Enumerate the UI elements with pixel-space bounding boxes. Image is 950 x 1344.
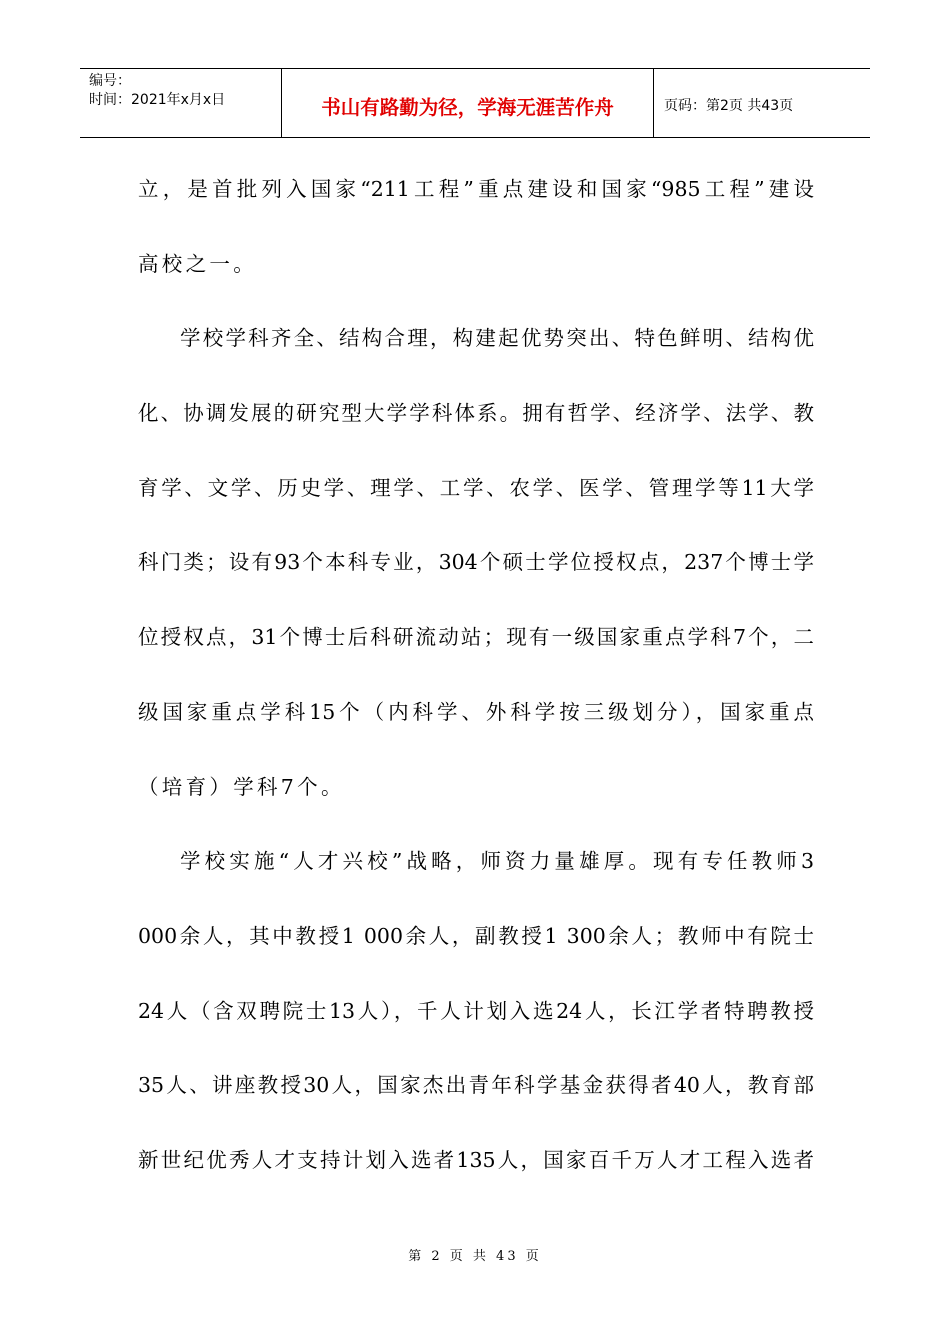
- document-number-label: 编号：: [89, 73, 131, 89]
- body-line: 位授权点，31个博士后科研流动站；现有一级国家重点学科7个，二: [138, 625, 814, 650]
- header-page-info: 页码：第2页 共43页: [664, 98, 794, 114]
- body-line: 科门类；设有93个本科专业，304个硕士学位授权点，237个博士学: [138, 550, 814, 575]
- body-line: 化、协调发展的研究型大学学科体系。拥有哲学、经济学、法学、教: [138, 401, 814, 426]
- body-line: 学校实施“人才兴校”战略，师资力量雄厚。现有专任教师3: [180, 849, 814, 874]
- body-line: 立，是首批列入国家“211工程”重点建设和国家“985工程”建设: [138, 177, 814, 201]
- header-motto: 书山有路勤为径，学海无涯苦作舟: [282, 69, 654, 137]
- document-time-label: 时间：2021年x月x日: [89, 92, 226, 108]
- document-body: [138, 152, 814, 1198]
- body-line: 35人、讲座教授30人，国家杰出青年科学基金获得者40人，教育部: [138, 1073, 814, 1098]
- body-line: 级国家重点学科15个（内科学、外科学按三级划分），国家重点: [138, 699, 814, 724]
- body-line: 000余人，其中教授1 000余人，副教授1 300余人；教师中有院士: [138, 923, 814, 948]
- body-line: 新世纪优秀人才支持计划入选者135人，国家百千万人才工程入选者: [138, 1147, 814, 1172]
- body-line: 育学、文学、历史学、理学、工学、农学、医学、管理学等11大学: [138, 475, 814, 500]
- body-line: （培育）学科7个。: [138, 774, 345, 799]
- body-line: 24人（含双聘院士13人），千人计划入选24人，长江学者特聘教授: [138, 998, 814, 1023]
- body-line: 高校之一。: [138, 251, 257, 276]
- page-footer: 第 2 页 共 43 页: [408, 1249, 542, 1264]
- header-meta: [80, 69, 282, 137]
- page-header: [80, 68, 870, 138]
- body-line: 学校学科齐全、结构合理，构建起优势突出、特色鲜明、结构优: [180, 326, 814, 351]
